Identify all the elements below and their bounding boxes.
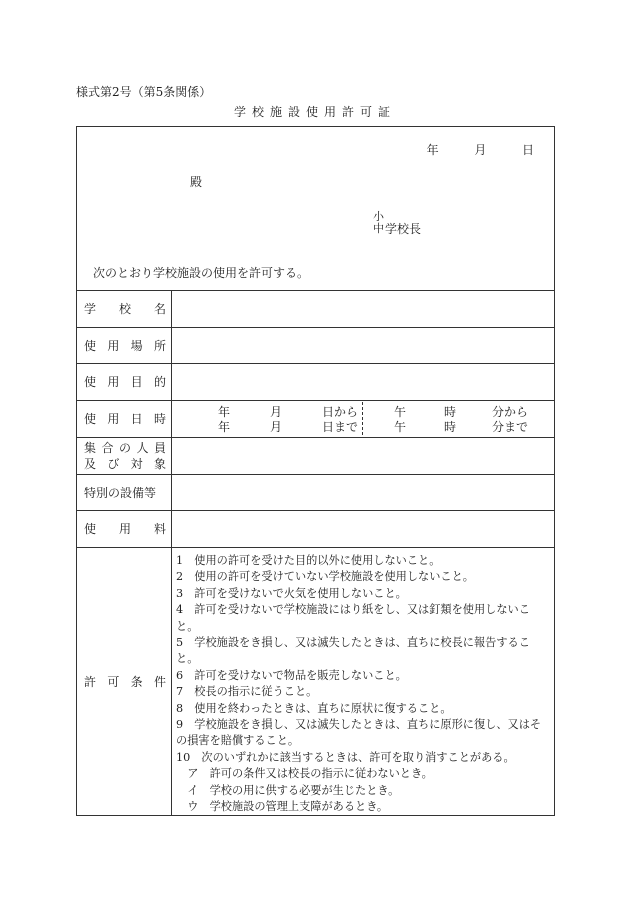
field-special-equipment[interactable] xyxy=(172,474,554,510)
row-school-name xyxy=(77,290,554,328)
dt-year: 年 xyxy=(218,405,231,419)
label-char: 時 xyxy=(153,412,166,426)
field-school-name[interactable] xyxy=(172,290,554,327)
label-fee xyxy=(77,510,172,547)
label-char: 用 xyxy=(107,375,120,389)
field-fee[interactable] xyxy=(172,510,554,547)
field-use-purpose[interactable] xyxy=(172,363,554,400)
label-char: 所 xyxy=(153,338,166,353)
label-char: 件 xyxy=(153,674,166,689)
label-char: 的 xyxy=(153,375,166,389)
condition-item: 7 校長の指示に従うこと。 xyxy=(176,685,318,699)
label-use-purpose xyxy=(77,363,172,400)
label-char: 可 xyxy=(107,674,120,689)
label-text: 特別の設備等 xyxy=(84,485,157,500)
dashed-separator xyxy=(362,402,363,435)
dt-ampm: 午 xyxy=(394,420,407,434)
label-char: 合 xyxy=(101,440,114,455)
label-char: 使 xyxy=(84,522,97,536)
school-type-top: 小 xyxy=(373,210,384,223)
issue-date xyxy=(427,141,534,158)
intro-text: 次のとおり学校施設の使用を許可する。 xyxy=(93,266,310,280)
permit-form xyxy=(76,126,555,816)
row-use-place xyxy=(77,327,554,364)
dt-year: 年 xyxy=(218,420,231,434)
condition-item: 9 学校施設をき損し、又は滅失したときは、直ちに原形に復し、又はその損害を賠償すること。 xyxy=(176,718,542,748)
datetime-to xyxy=(172,418,554,434)
label-char: の xyxy=(118,440,131,455)
datetime-from xyxy=(172,403,554,419)
condition-item: イ 学校の用に供する必要が生じたとき。 xyxy=(176,783,400,797)
label-char: 使 xyxy=(84,412,97,426)
principal-label: 学校長 xyxy=(385,222,422,236)
dt-hour: 時 xyxy=(444,405,457,419)
label-char: 使 xyxy=(84,338,97,353)
dt-ampm: 午 xyxy=(394,405,407,419)
form-number: 様式第2号（第5条関係） xyxy=(76,85,212,99)
row-use-datetime xyxy=(77,400,554,438)
field-use-datetime[interactable] xyxy=(172,400,554,437)
dt-day-to: 日まで xyxy=(322,420,359,434)
condition-item: 3 許可を受けないで火気を使用しないこと。 xyxy=(176,586,407,600)
label-char: 料 xyxy=(153,522,166,536)
label-use-datetime xyxy=(77,400,172,437)
label-char: 日 xyxy=(130,412,143,426)
label-char: 場 xyxy=(130,338,143,353)
row-fee xyxy=(77,510,554,548)
label-char: 用 xyxy=(107,338,120,353)
label-special-equipment xyxy=(77,474,172,510)
label-conditions xyxy=(77,547,172,815)
permit-header xyxy=(77,127,554,291)
label-char: 集 xyxy=(84,440,97,455)
condition-item: 4 許可を受けないで学校施設にはり紙をし、又は釘類を使用しないこと。 xyxy=(176,603,530,633)
field-use-place[interactable] xyxy=(172,327,554,363)
label-char: 及 xyxy=(84,456,97,471)
label-char: 許 xyxy=(84,674,97,689)
condition-item: ウ 学校施設の管理上支障があるとき。 xyxy=(176,800,389,814)
label-char: 名 xyxy=(153,302,166,316)
label-char: 用 xyxy=(107,412,120,426)
label-char: 条 xyxy=(130,674,143,689)
dt-day-from: 日から xyxy=(322,405,359,419)
label-char: 対 xyxy=(130,456,143,471)
label-char: 員 xyxy=(153,440,166,455)
label-use-place xyxy=(77,327,172,363)
condition-item: 1 使用の許可を受けた目的以外に使用しないこと。 xyxy=(176,554,441,567)
condition-item: 10 次のいずれかに該当するときは、許可を取り消すことがある。 xyxy=(176,750,515,764)
dt-hour: 時 xyxy=(444,420,457,434)
day-label: 日 xyxy=(521,143,534,157)
dt-min-from: 分から xyxy=(492,405,529,419)
school-type-bottom: 中 xyxy=(373,222,384,235)
condition-item: 5 学校施設をき損し、又は滅失したときは、直ちに校長に報告すること。 xyxy=(176,636,530,666)
label-char: 校 xyxy=(118,302,131,316)
label-school-name xyxy=(77,290,172,327)
row-use-purpose xyxy=(77,363,554,401)
month-label: 月 xyxy=(474,143,487,157)
condition-item: 8 使用を終わったときは、直ちに原状に復すること。 xyxy=(176,701,452,715)
condition-item: ア 許可の条件又は校長の指示に従わないとき。 xyxy=(176,767,433,781)
field-gathering[interactable] xyxy=(172,437,554,474)
label-char: 学 xyxy=(84,302,97,316)
label-char: び xyxy=(107,456,120,471)
school-type xyxy=(373,211,384,235)
condition-item: 6 許可を受けないで物品を販売しないこと。 xyxy=(176,668,407,682)
row-special-equipment xyxy=(77,474,554,511)
row-conditions xyxy=(77,547,554,815)
label-char: 目 xyxy=(130,375,143,389)
label-char: 人 xyxy=(136,440,149,455)
dt-min-to: 分まで xyxy=(492,420,529,434)
label-gathering xyxy=(77,437,172,474)
year-label: 年 xyxy=(426,143,439,157)
conditions-list xyxy=(172,547,554,815)
dt-month: 月 xyxy=(270,405,283,419)
dt-month: 月 xyxy=(270,420,283,434)
label-char: 使 xyxy=(84,375,97,389)
condition-item: 2 使用の許可を受けていない学校施設を使用しないこと。 xyxy=(176,570,474,584)
label-char: 用 xyxy=(118,522,131,536)
document-title: 学校施設使用許可証 xyxy=(233,105,396,119)
row-gathering xyxy=(77,437,554,475)
label-char: 象 xyxy=(153,456,166,471)
addressee-suffix: 殿 xyxy=(190,175,203,189)
